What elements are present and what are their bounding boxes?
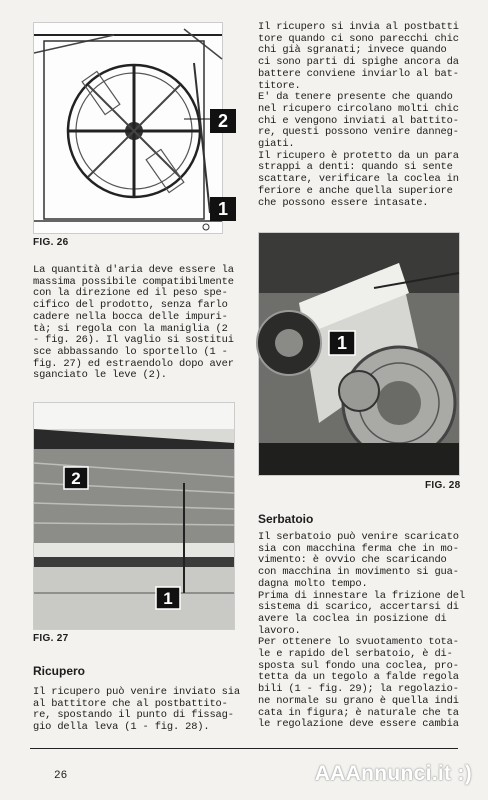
recovery-lever-photo xyxy=(259,233,459,475)
left-paragraph-1: La quantità d'aria deve essere la massima possibile compatibilmente con la direzione ed il peso spe- cifico del prodotto, senza farlo cadere nella bocca delle impuri- tà; si regola con la maniglia (2 - fig. 26). Il vaglio si sostitui sce abbassando lo sportello (1 - fig. 27) ed estraendolo dopo aver sganciato le leve (2). xyxy=(33,264,234,382)
fan-mechanism-drawing xyxy=(34,23,229,233)
sieve-photo xyxy=(34,403,234,629)
figure-28-caption: FIG. 28 xyxy=(425,480,461,491)
marker-2-label: 2 xyxy=(71,469,81,488)
marker-1-label: 1 xyxy=(163,589,173,608)
marker-1-label: 1 xyxy=(217,199,229,219)
marker-2-label: 2 xyxy=(217,111,229,131)
marker-1-label: 1 xyxy=(336,333,348,353)
figure-27-image xyxy=(33,402,235,630)
heading-serbatoio: Serbatoio xyxy=(258,512,314,526)
paragraph-ricupero: Il ricupero può venire inviato sia al battitore che al postbattito- re, spostando il punto di fissag- gio della leva (1 - fig. 28). xyxy=(33,686,240,734)
figure-27-caption: FIG. 27 xyxy=(33,633,69,644)
figure-28-image xyxy=(258,232,460,476)
figure-26-image xyxy=(33,22,229,234)
paragraph-serbatoio: Il serbatoio può venire scaricato sia con macchina ferma che in mo- vimento: è ovvio che scaricando con macchina in movimento si gua- dagna molto tempo. Prima di innestare la frizione del sistema di scarico, accertarsi di avere la coclea in posizione di lavoro. Per ottenere lo svuotamento tota- le e rapido del serbatoio, è di- sposta sul fondo una coclea, pro- tetta da un tegolo a falde regola bili (1 - fig. 29); la regolazio- ne normale su grano è quella indi cata in figura; è naturale che ta le regolazione deve essere cambia xyxy=(258,531,465,731)
heading-ricupero: Ricupero xyxy=(33,664,86,678)
watermark: AAAnnunci.it :) xyxy=(314,762,472,785)
right-paragraph-top: Il ricupero si invia al postbatti tore quando ci sono parecchi chic chi già sgranati; invece quando ci sono parti di spighe ancora da battere conviene inviarlo al bat- titore. E' da tenere presente che quando nel ricupero circolano molti chic chi e vengono inviati al battito- re, questi possono venire danneg- giati. Il ricupero è protetto da un para strappi a denti: quando si sente scattare, verificare la coclea in feriore e anche quella superiore che possono essere intasate. xyxy=(258,21,459,209)
footer-divider xyxy=(30,748,458,749)
page-number: 26 xyxy=(54,770,68,782)
figure-26-caption: FIG. 26 xyxy=(33,237,69,248)
